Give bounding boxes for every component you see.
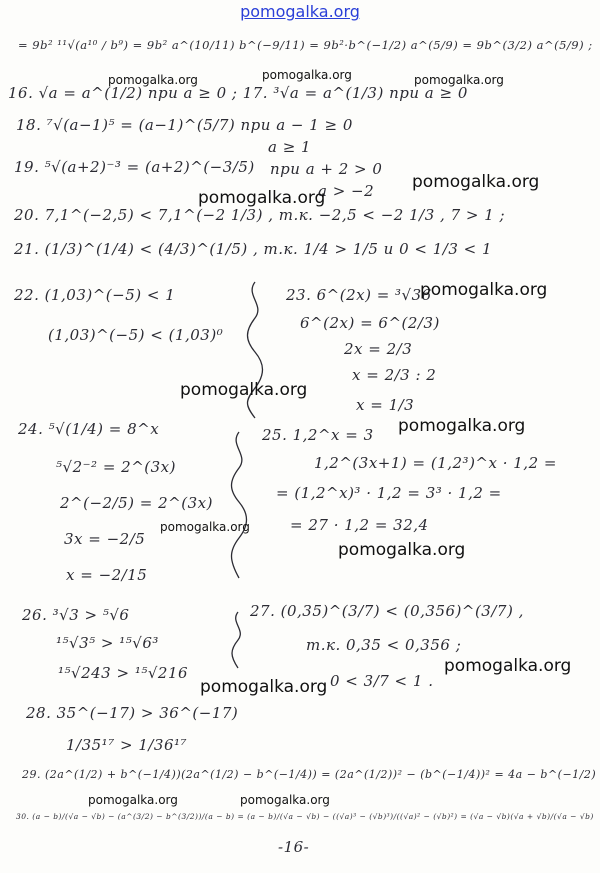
line-24-step3: 3x = −2/5 (64, 530, 146, 548)
line-25-result: = 27 · 1,2 = 32,4 (290, 516, 429, 534)
watermark-1: pomogalka.org (108, 73, 198, 87)
line-23-step2: 2x = 2/3 (344, 340, 413, 358)
watermark-12: pomogalka.org (200, 677, 328, 697)
line-20: 20. 7,1^(−2,5) < 7,1^(−2 1/3) , т.к. −2,5 < −2 1/3 , 7 > 1 ; (14, 206, 506, 224)
line-29: 29. (2a^(1/2) + b^(−1/4))(2a^(1/2) − b^(−1/4)) = (2a^(1/2))² − (b^(−1/4))² = 4a − b^(−1/2) (22, 768, 597, 781)
watermark-11: pomogalka.org (444, 656, 572, 676)
line-28-result: 1/35¹⁷ > 1/36¹⁷ (66, 736, 188, 754)
watermark-2: pomogalka.org (262, 68, 352, 82)
line-23-result: x = 1/3 (356, 396, 415, 414)
watermark-5: pomogalka.org (412, 172, 540, 192)
watermark-7: pomogalka.org (180, 380, 308, 400)
watermark-4: pomogalka.org (198, 188, 326, 208)
line-15-conclusion: = 9b² ¹¹√(a¹⁰ / b⁹) = 9b² a^(10/11) b^(−9/11) = 9b²·b^(−1/2) a^(5/9) = 9b^(3/2) a^(5/9) ; (18, 38, 593, 52)
line-24-step2: 2^(−2/5) = 2^(3x) (60, 494, 213, 512)
watermark-6: pomogalka.org (420, 280, 548, 300)
line-22: 22. (1,03)^(−5) < 1 (14, 286, 176, 304)
line-27-condition: 0 < 3/7 < 1 . (330, 672, 434, 690)
line-18: 18. ⁷√(a−1)⁵ = (a−1)^(5/7) при a − 1 ≥ 0 (16, 116, 353, 134)
line-23-step1: 6^(2x) = 6^(2/3) (300, 314, 440, 332)
line-22-step: (1,03)^(−5) < (1,03)⁰ (48, 326, 224, 344)
line-23: 23. 6^(2x) = ³√36 (286, 286, 432, 304)
line-26-step1: ¹⁵√3⁵ > ¹⁵√6³ (56, 634, 159, 652)
site-header-link[interactable]: pomogalka.org (240, 2, 360, 21)
watermark-3: pomogalka.org (414, 73, 504, 87)
line-19-result: a > −2 (318, 182, 375, 200)
line-24-result: x = −2/15 (66, 566, 148, 584)
line-30: 30. (a − b)/(√a − √b) − (a^(3/2) − b^(3/2))/(a − b) = (a − b)/(√a − √b) − ((√a)³ − (√b)³)/((√a)² − (√b)²) = (√a − √b)(√a + √b)/(√a − √b) (16, 812, 594, 821)
line-25-step2: = (1,2^x)³ · 1,2 = 3³ · 1,2 = (276, 484, 502, 502)
page-number: -16- (278, 838, 310, 856)
watermark-14: pomogalka.org (240, 793, 330, 807)
line-24: 24. ⁵√(1/4) = 8^x (18, 420, 160, 438)
line-24-step1: ⁵√2⁻² = 2^(3x) (56, 458, 176, 476)
line-18-condition: a ≥ 1 (268, 138, 312, 156)
line-26: 26. ³√3 > ⁵√6 (22, 606, 130, 624)
line-23-step3: x = 2/3 : 2 (352, 366, 437, 384)
line-25-step1: 1,2^(3x+1) = (1,2³)^x · 1,2 = (314, 454, 557, 472)
line-27: 27. (0,35)^(3/7) < (0,356)^(3/7) , (250, 602, 524, 620)
line-19-condition: при a + 2 > 0 (270, 160, 383, 178)
line-28: 28. 35^(−17) > 36^(−17) (26, 704, 239, 722)
watermark-9: pomogalka.org (160, 520, 250, 534)
wavy-divider-bottom (226, 610, 250, 670)
line-27-reason: т.к. 0,35 < 0,356 ; (306, 636, 462, 654)
watermark-10: pomogalka.org (338, 540, 466, 560)
line-25: 25. 1,2^x = 3 (262, 426, 374, 444)
line-26-result: ¹⁵√243 > ¹⁵√216 (58, 664, 189, 682)
line-16-17: 16. √a = a^(1/2) при a ≥ 0 ; 17. ³√a = a^(1/3) при a ≥ 0 (8, 84, 468, 102)
wavy-divider-middle (224, 430, 254, 580)
watermark-13: pomogalka.org (88, 793, 178, 807)
watermark-8: pomogalka.org (398, 416, 526, 436)
line-21: 21. (1/3)^(1/4) < (4/3)^(1/5) , т.к. 1/4 > 1/5 и 0 < 1/3 < 1 (14, 240, 493, 258)
line-19: 19. ⁵√(a+2)⁻³ = (a+2)^(−3/5) (14, 158, 255, 176)
